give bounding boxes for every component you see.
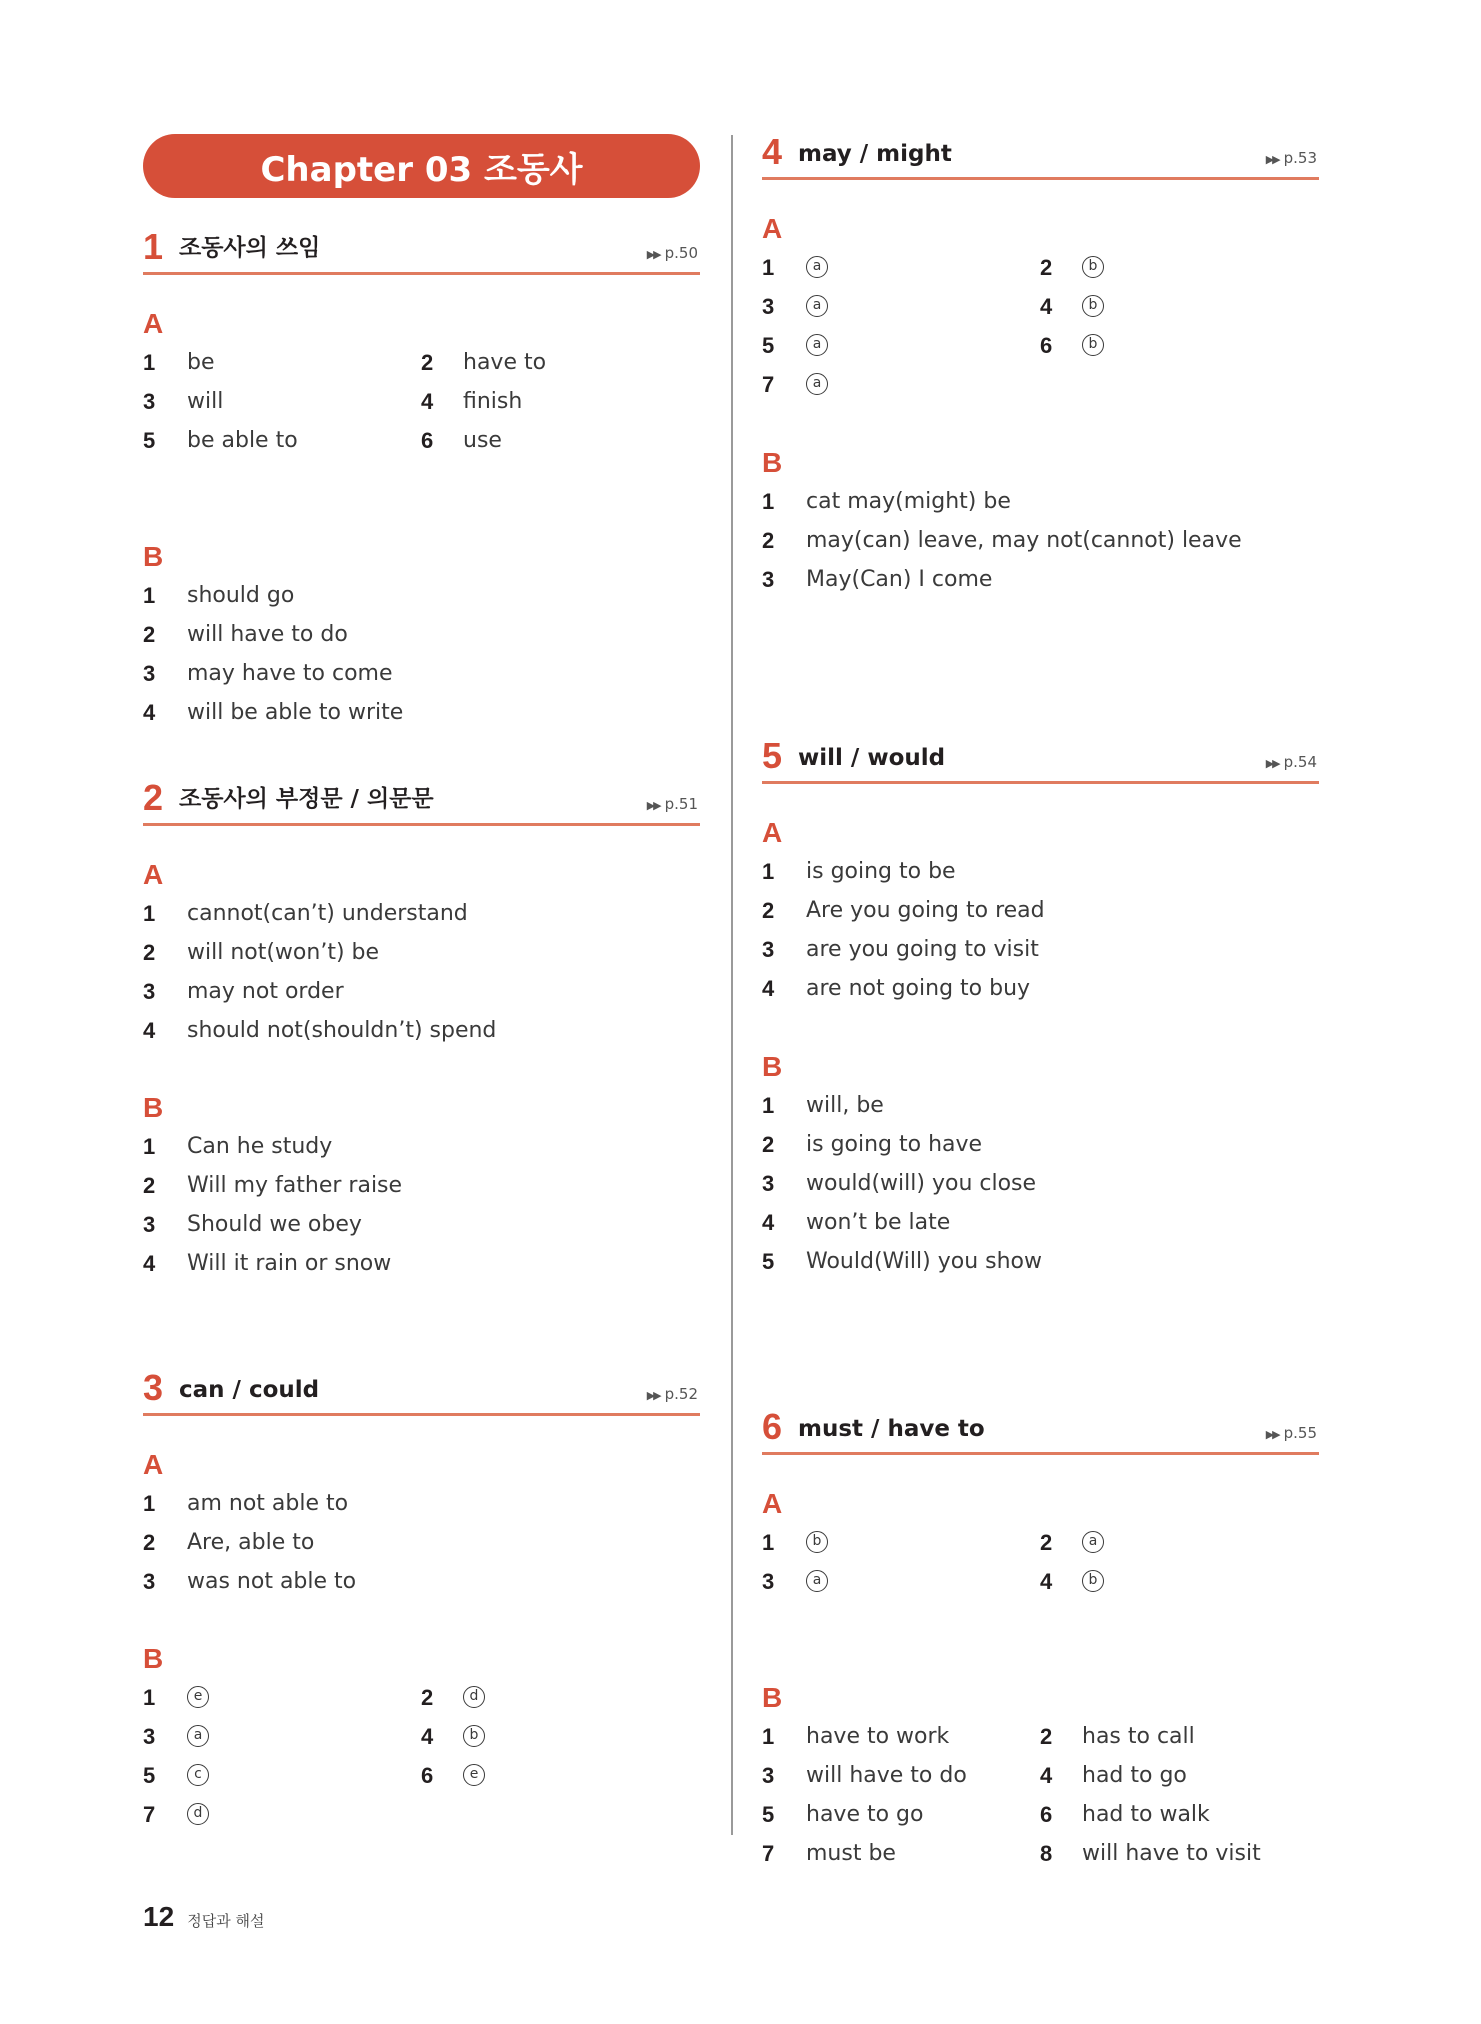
answer-text: may have to come — [187, 661, 393, 686]
answer-row — [143, 1795, 700, 1834]
section-header — [143, 777, 700, 826]
answer-row — [143, 576, 700, 615]
answer-number: 2 — [762, 898, 775, 923]
answer-number: 7 — [762, 372, 775, 397]
answer-number: 3 — [762, 1171, 775, 1196]
answer-choice — [463, 1756, 485, 1795]
answer-number: 1 — [762, 255, 775, 280]
answer-number: 4 — [143, 1018, 156, 1043]
circled-letter: e — [187, 1686, 209, 1708]
answer-number: 3 — [143, 1569, 156, 1594]
answer-number: 1 — [143, 1685, 156, 1710]
answer-row — [762, 852, 1319, 891]
answer-row — [143, 615, 700, 654]
page-reference: ▶▶ p.54 — [1265, 753, 1317, 771]
answer-text: Can he study — [187, 1134, 333, 1159]
part-letter: A — [143, 308, 164, 339]
answer-text: had to go — [1082, 1763, 1187, 1788]
arrow-icon: ▶▶ — [1265, 757, 1279, 770]
answer-text: be able to — [187, 428, 298, 453]
answer-number: 1 — [762, 1093, 775, 1118]
section-1 — [143, 226, 700, 725]
answer-row — [143, 1717, 700, 1756]
section-header — [762, 735, 1319, 784]
answer-choice — [1082, 248, 1104, 287]
answer-number: 5 — [762, 1802, 775, 1827]
section-title: can / could — [179, 1377, 320, 1403]
answer-text: are you going to visit — [806, 937, 1039, 962]
answer-choice — [1082, 1562, 1104, 1601]
answer-number: 4 — [1040, 1569, 1053, 1594]
part-letter: B — [762, 1051, 783, 1082]
answer-row — [762, 1203, 1319, 1242]
answer-text: should not(shouldn’t) spend — [187, 1018, 497, 1043]
answer-text: will not(won’t) be — [187, 940, 380, 965]
answer-number: 1 — [762, 1724, 775, 1749]
section-number: 3 — [143, 1367, 164, 1408]
answer-row — [762, 560, 1319, 599]
answer-text: cannot(can’t) understand — [187, 901, 468, 926]
answer-choice — [1082, 287, 1104, 326]
answer-row — [762, 969, 1319, 1008]
answer-number: 1 — [143, 901, 156, 926]
answer-row — [143, 1484, 700, 1523]
answer-number: 4 — [1040, 294, 1053, 319]
column-divider — [731, 135, 733, 1835]
answer-choice — [187, 1717, 209, 1756]
section-title: will / would — [798, 745, 946, 771]
arrow-icon: ▶▶ — [646, 799, 660, 812]
part-letter: B — [143, 1092, 164, 1123]
circled-letter: e — [463, 1764, 485, 1786]
circled-letter: a — [806, 373, 828, 395]
answer-row — [762, 521, 1319, 560]
footer-label: 정답과 해설 — [187, 1912, 265, 1930]
answer-choice — [463, 1678, 485, 1717]
answer-text: would(will) you close — [806, 1171, 1037, 1196]
answer-row — [143, 1678, 700, 1717]
answer-number: 2 — [143, 1530, 156, 1555]
answer-row — [143, 693, 700, 732]
answer-row — [143, 343, 700, 382]
answer-text: have to go — [806, 1802, 924, 1827]
part-letter: A — [143, 1449, 164, 1480]
section-number: 6 — [762, 1406, 783, 1447]
answer-text: will have to do — [806, 1763, 967, 1788]
page-reference: ▶▶ p.53 — [1265, 149, 1317, 167]
answer-row — [143, 382, 700, 421]
answer-number: 2 — [143, 1173, 156, 1198]
circled-letter: b — [1082, 295, 1104, 317]
answer-number: 4 — [143, 1251, 156, 1276]
answer-row — [143, 1244, 700, 1283]
answer-row — [762, 1756, 1319, 1795]
circled-letter: b — [806, 1531, 828, 1553]
part-letter: A — [762, 213, 783, 244]
circled-letter: a — [806, 334, 828, 356]
circled-letter: b — [1082, 1570, 1104, 1592]
circled-letter: a — [806, 1570, 828, 1592]
answer-number: 4 — [143, 700, 156, 725]
answer-text: finish — [463, 389, 523, 414]
circled-letter: b — [1082, 334, 1104, 356]
answer-row — [762, 1125, 1319, 1164]
answer-choice — [806, 287, 828, 326]
answer-row — [762, 1242, 1319, 1281]
circled-letter: a — [187, 1725, 209, 1747]
answer-choice — [806, 248, 828, 287]
answer-number: 3 — [143, 1212, 156, 1237]
section-title: 조동사의 쓰임 — [179, 235, 321, 261]
section-title: may / might — [798, 141, 952, 167]
answer-number: 5 — [143, 428, 156, 453]
arrow-icon: ▶▶ — [646, 248, 660, 261]
answer-number: 3 — [762, 294, 775, 319]
answer-number: 3 — [143, 661, 156, 686]
answer-row — [762, 1834, 1319, 1873]
part-letter: A — [143, 859, 164, 890]
part-B — [762, 1679, 1319, 1873]
circled-letter: d — [187, 1803, 209, 1825]
answer-number: 4 — [762, 976, 775, 1001]
answer-row — [762, 1086, 1319, 1125]
section-number: 5 — [762, 735, 783, 776]
circled-letter: b — [463, 1725, 485, 1747]
answer-number: 2 — [1040, 1530, 1053, 1555]
answer-text: cat may(might) be — [806, 489, 1011, 514]
part-A — [143, 1446, 700, 1601]
page-reference: ▶▶ p.52 — [646, 1385, 698, 1403]
answer-choice — [806, 326, 828, 365]
answer-number: 8 — [1040, 1841, 1053, 1866]
part-A — [762, 814, 1319, 1008]
answer-number: 2 — [143, 622, 156, 647]
answer-number: 2 — [762, 1132, 775, 1157]
answer-text: use — [463, 428, 502, 453]
answer-text: have to — [463, 350, 547, 375]
answer-choice — [1082, 1523, 1104, 1562]
section-2 — [143, 777, 700, 1276]
answer-row — [143, 1523, 700, 1562]
answer-row — [143, 1756, 700, 1795]
answer-number: 3 — [762, 937, 775, 962]
part-B — [762, 1048, 1319, 1281]
answer-text: am not able to — [187, 1491, 349, 1516]
answer-number: 1 — [143, 1134, 156, 1159]
part-B — [143, 1089, 700, 1283]
answer-choice — [187, 1795, 209, 1834]
answer-choice — [806, 365, 828, 404]
answer-row — [143, 1562, 700, 1601]
answer-number: 4 — [421, 1724, 434, 1749]
section-5 — [762, 735, 1319, 1274]
answer-choice — [187, 1678, 209, 1717]
answer-number: 7 — [143, 1802, 156, 1827]
answer-text: be — [187, 350, 215, 375]
section-6 — [762, 1406, 1319, 1866]
part-letter: B — [762, 447, 783, 478]
answer-text: will, be — [806, 1093, 884, 1118]
answer-text: should go — [187, 583, 295, 608]
part-letter: A — [762, 1488, 783, 1519]
page-footer — [143, 1901, 264, 1933]
answer-row — [143, 1127, 700, 1166]
circled-letter: a — [1082, 1531, 1104, 1553]
answer-number: 3 — [143, 389, 156, 414]
answer-row — [762, 1562, 1319, 1601]
arrow-icon: ▶▶ — [1265, 1428, 1279, 1441]
answer-text: Will it rain or snow — [187, 1251, 392, 1276]
circled-letter: b — [1082, 256, 1104, 278]
answer-number: 1 — [143, 1491, 156, 1516]
answer-text: must be — [806, 1841, 896, 1866]
part-A — [762, 210, 1319, 404]
section-number: 2 — [143, 777, 164, 818]
answer-choice — [463, 1717, 485, 1756]
answer-number: 5 — [762, 333, 775, 358]
part-B — [143, 538, 700, 732]
answer-text: has to call — [1082, 1724, 1195, 1749]
answer-number: 3 — [143, 979, 156, 1004]
answer-number: 2 — [1040, 1724, 1053, 1749]
section-header — [143, 1367, 700, 1416]
section-title: must / have to — [798, 1416, 985, 1442]
answer-number: 6 — [421, 428, 434, 453]
circled-letter: a — [806, 295, 828, 317]
answer-number: 2 — [421, 1685, 434, 1710]
page-reference: ▶▶ p.51 — [646, 795, 698, 813]
answer-row — [143, 654, 700, 693]
section-header — [762, 1406, 1319, 1455]
part-A — [762, 1485, 1319, 1601]
answer-text: May(Can) I come — [806, 567, 993, 592]
answer-number: 4 — [762, 1210, 775, 1235]
answer-text: Are you going to read — [806, 898, 1045, 923]
answer-number: 6 — [1040, 1802, 1053, 1827]
part-letter: A — [762, 817, 783, 848]
answer-text: Would(Will) you show — [806, 1249, 1042, 1274]
answer-text: will have to visit — [1082, 1841, 1261, 1866]
section-number: 1 — [143, 226, 164, 267]
answer-number: 2 — [762, 528, 775, 553]
answer-row — [143, 421, 700, 460]
part-letter: B — [143, 1643, 164, 1674]
answer-number: 7 — [762, 1841, 775, 1866]
answer-text: is going to be — [806, 859, 956, 884]
page-reference: ▶▶ p.55 — [1265, 1424, 1317, 1442]
section-number: 4 — [762, 131, 783, 172]
section-header — [762, 131, 1319, 180]
answer-text: had to walk — [1082, 1802, 1210, 1827]
answer-row — [762, 1717, 1319, 1756]
answer-text: are not going to buy — [806, 976, 1031, 1001]
part-A — [143, 856, 700, 1050]
answer-text: Will my father raise — [187, 1173, 403, 1198]
answer-row — [762, 1164, 1319, 1203]
answer-text: may not order — [187, 979, 344, 1004]
answer-row — [143, 1011, 700, 1050]
circled-letter: c — [187, 1764, 209, 1786]
answer-number: 2 — [421, 350, 434, 375]
section-header — [143, 226, 700, 275]
answer-number: 1 — [762, 489, 775, 514]
answer-number: 4 — [1040, 1763, 1053, 1788]
answer-row — [143, 972, 700, 1011]
section-title: 조동사의 부정문 / 의문문 — [179, 786, 434, 812]
answer-number: 1 — [143, 583, 156, 608]
arrow-icon: ▶▶ — [646, 1389, 660, 1402]
answer-number: 3 — [762, 1569, 775, 1594]
answer-row — [143, 1205, 700, 1244]
page-number: 12 — [143, 1901, 175, 1932]
answer-number: 6 — [1040, 333, 1053, 358]
answer-row — [762, 482, 1319, 521]
answer-row — [762, 365, 1319, 404]
answer-choice — [1082, 326, 1104, 365]
answer-number: 2 — [143, 940, 156, 965]
answer-number: 2 — [1040, 255, 1053, 280]
answer-text: will — [187, 389, 224, 414]
answer-number: 1 — [762, 1530, 775, 1555]
answer-text: may(can) leave, may not(cannot) leave — [806, 528, 1242, 553]
circled-letter: a — [806, 256, 828, 278]
answer-number: 3 — [143, 1724, 156, 1749]
answer-choice — [806, 1562, 828, 1601]
answer-text: have to work — [806, 1724, 950, 1749]
answer-text: won’t be late — [806, 1210, 951, 1235]
answer-row — [762, 930, 1319, 969]
answer-text: will have to do — [187, 622, 348, 647]
answer-row — [762, 1523, 1319, 1562]
section-3 — [143, 1367, 700, 1827]
arrow-icon: ▶▶ — [1265, 153, 1279, 166]
circled-letter: d — [463, 1686, 485, 1708]
chapter-banner: Chapter 03 조동사 — [143, 134, 700, 198]
answer-number: 3 — [762, 1763, 775, 1788]
part-B — [143, 1640, 700, 1834]
answer-row — [762, 891, 1319, 930]
answer-text: Should we obey — [187, 1212, 362, 1237]
answer-text: is going to have — [806, 1132, 983, 1157]
part-A — [143, 305, 700, 460]
answer-text: Are, able to — [187, 1530, 315, 1555]
part-B — [762, 444, 1319, 599]
answer-number: 5 — [762, 1249, 775, 1274]
section-4 — [762, 131, 1319, 592]
page-reference: ▶▶ p.50 — [646, 244, 698, 262]
answer-choice — [187, 1756, 209, 1795]
answer-row — [762, 248, 1319, 287]
answer-row — [143, 933, 700, 972]
part-letter: B — [762, 1682, 783, 1713]
answer-row — [762, 326, 1319, 365]
answer-text: will be able to write — [187, 700, 404, 725]
answer-row — [143, 1166, 700, 1205]
part-letter: B — [143, 541, 164, 572]
answer-choice — [806, 1523, 828, 1562]
answer-number: 1 — [143, 350, 156, 375]
answer-text: was not able to — [187, 1569, 357, 1594]
answer-row — [143, 894, 700, 933]
answer-number: 5 — [143, 1763, 156, 1788]
answer-number: 3 — [762, 567, 775, 592]
answer-number: 1 — [762, 859, 775, 884]
answer-row — [762, 287, 1319, 326]
answer-number: 4 — [421, 389, 434, 414]
answer-row — [762, 1795, 1319, 1834]
answer-number: 6 — [421, 1763, 434, 1788]
